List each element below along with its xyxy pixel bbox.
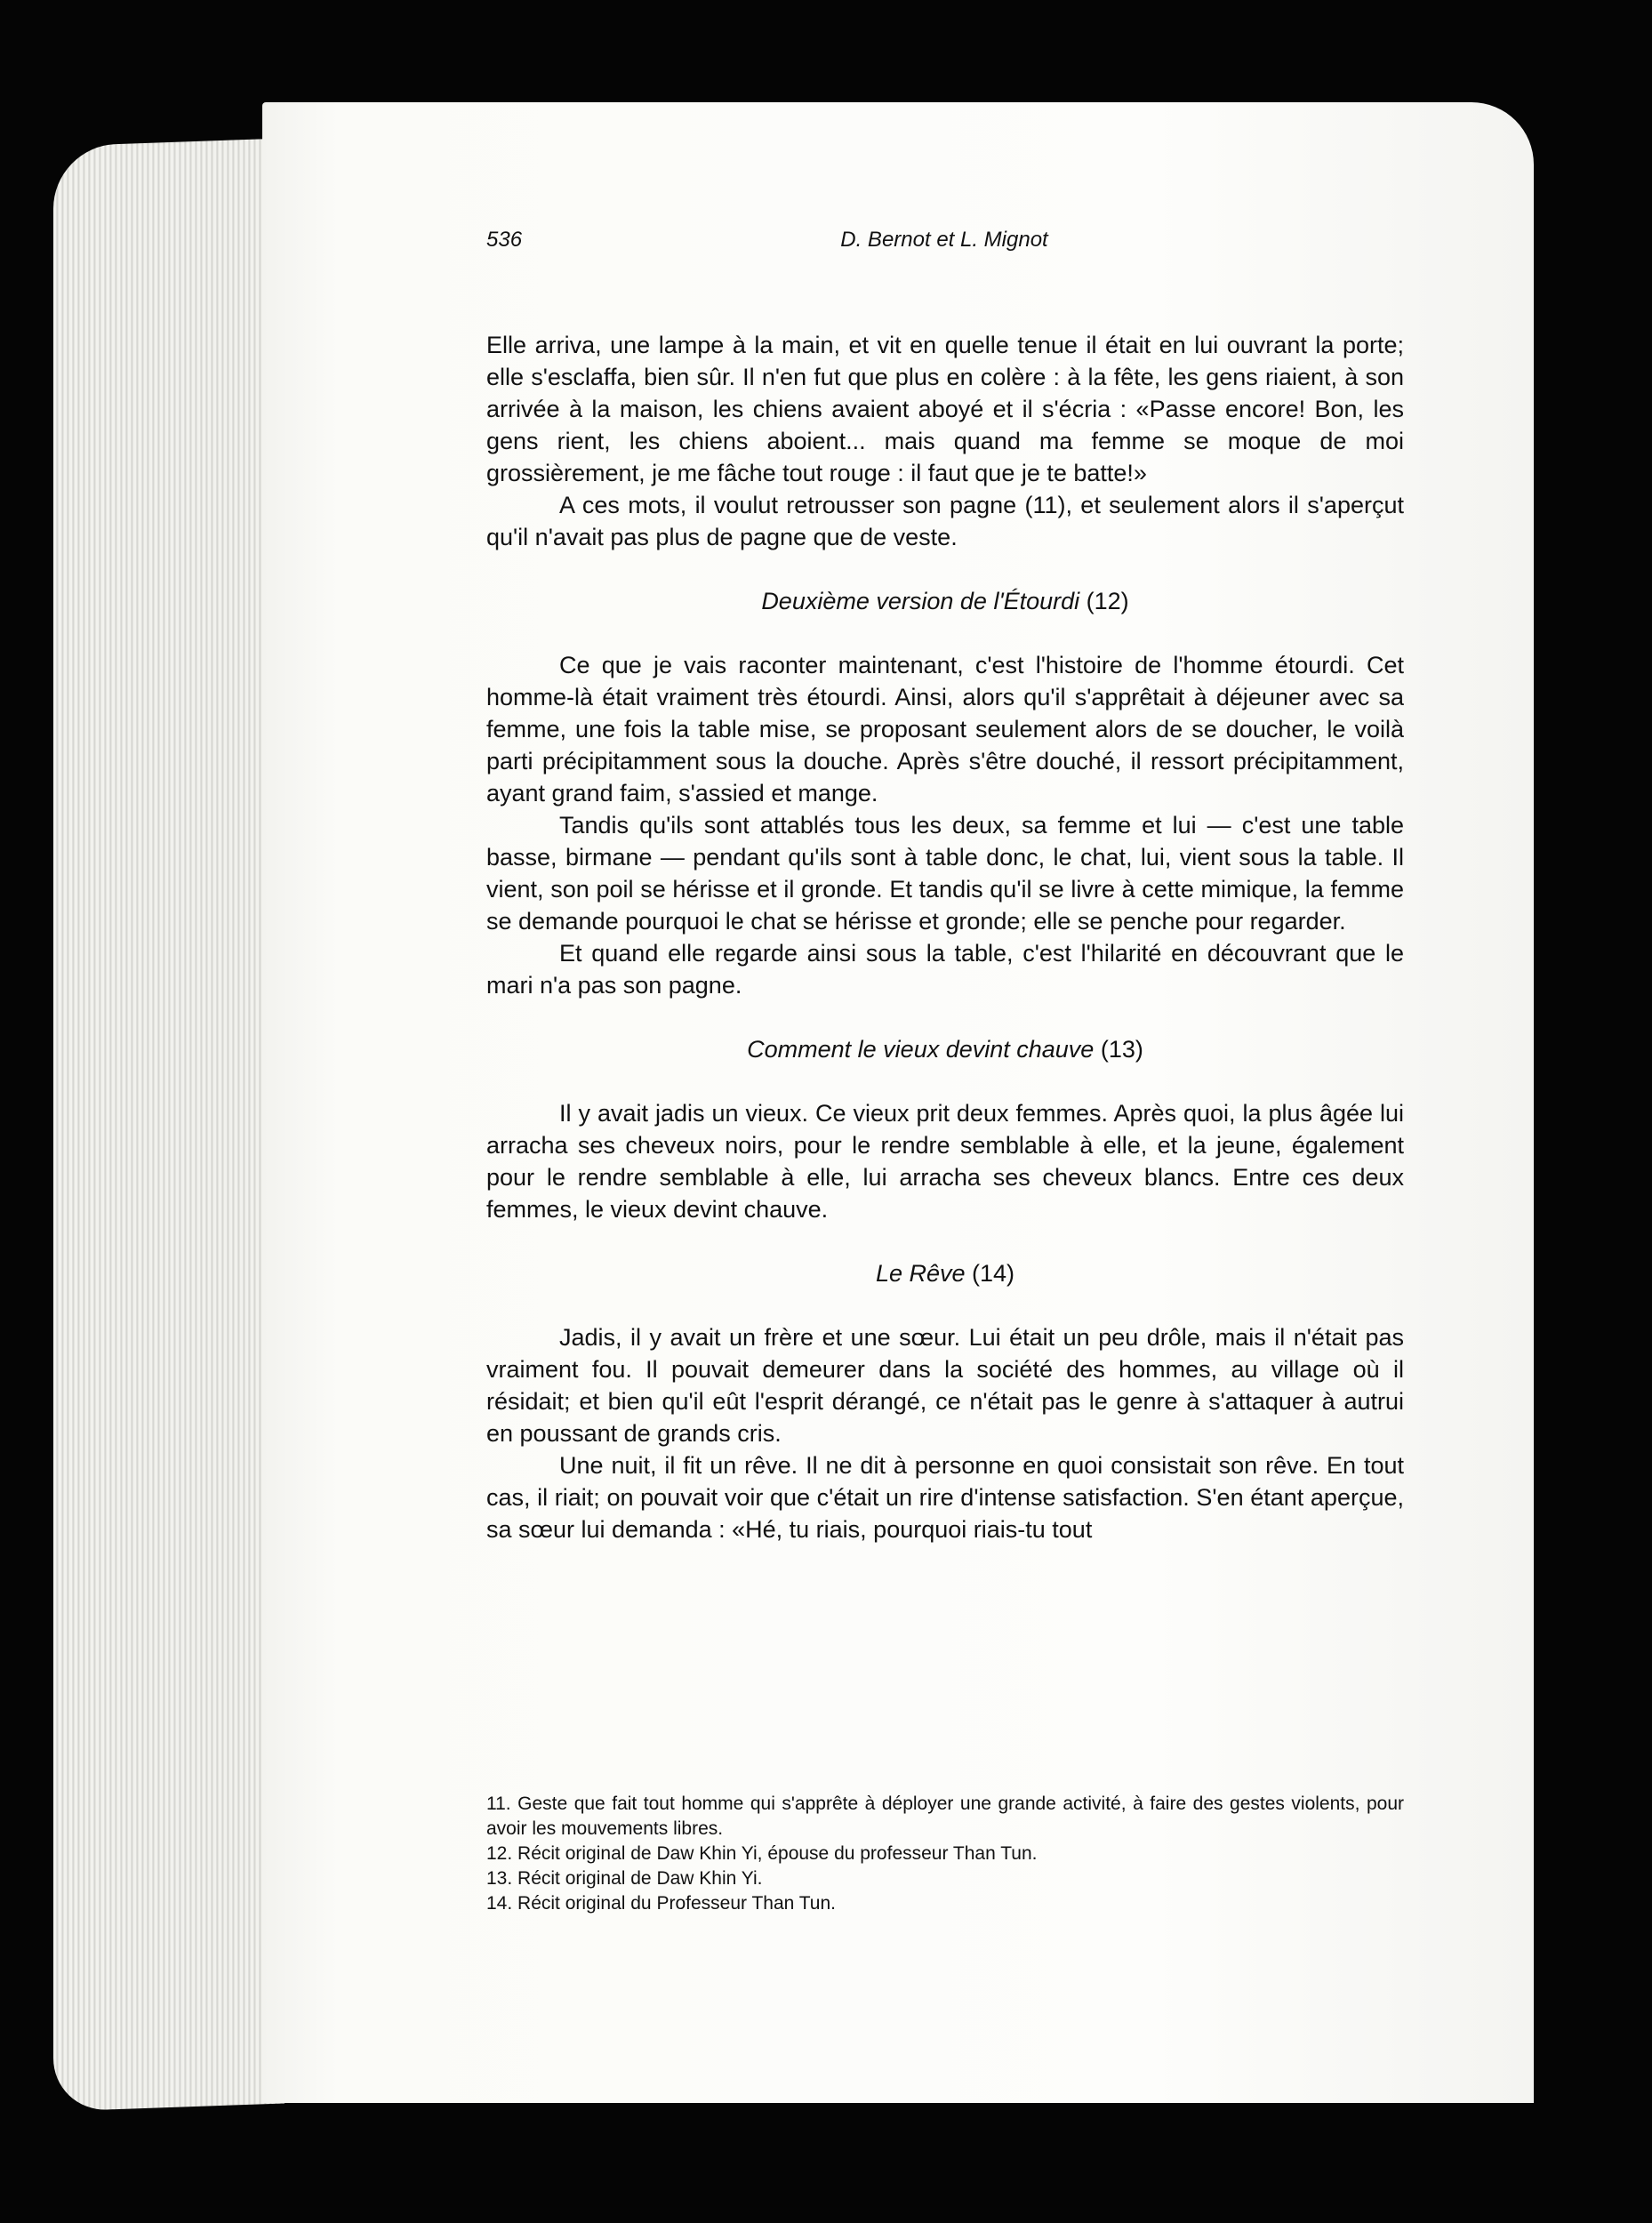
footnote: 12. Récit original de Daw Khin Yi, épouse du professeur Than Tun. [486, 1843, 1038, 1864]
paragraph: Une nuit, il fit un rêve. Il ne dit à personne en quoi consistait son rêve. En tout cas, il riait; on pouvait voir que c'était un rire d'intense satisfaction. S'en étant aperçue, sa sœur lui demanda : «Hé, tu riais, pourquoi riais-tu tout [486, 1452, 1404, 1543]
book-page-edges [53, 138, 285, 2111]
paragraph: Il y avait jadis un vieux. Ce vieux prit deux femmes. Après quoi, la plus âgée lui arracha ses cheveux noirs, pour le rendre semblable à elle, et la jeune, également pour le rendre semblable à elle, lui arracha ses cheveux blancs. Entre ces deux femmes, le vieux devint chauve. [486, 1100, 1404, 1223]
section-heading-title: Deuxième version de l'Étourdi [761, 588, 1080, 614]
paragraph: Ce que je vais raconter maintenant, c'est l'histoire de l'homme étourdi. Cet homme-là était vraiment très étourdi. Ainsi, alors qu'il s'apprêtait à déjeuner avec sa femme, une fois la table mise, se proposant seulement alors de se doucher, le voilà parti précipitamment sous la douche. Après s'être douché, il ressort précipitamment, ayant grand faim, s'assied et mange. [486, 652, 1404, 807]
section-heading [486, 1257, 1404, 1289]
page-body [486, 329, 1404, 1545]
page-number: 536 [486, 228, 523, 252]
footnote: 13. Récit original de Daw Khin Yi. [486, 1868, 763, 1889]
section-heading [486, 1033, 1404, 1065]
section-heading-title: Comment le vieux devint chauve [747, 1036, 1095, 1063]
paragraph: A ces mots, il voulut retrousser son pagne (11), et seulement alors il s'aperçut qu'il n'avait pas plus de pagne que de veste. [486, 492, 1404, 550]
paragraph: Jadis, il y avait un frère et une sœur. Lui était un peu drôle, mais il n'était pas vraiment fou. Il pouvait demeurer dans la société des hommes, au village où il résidait; et bien qu'il eût l'esprit dérangé, ce n'était pas le genre à s'attaquer à autrui en poussant de grands cris. [486, 1324, 1404, 1447]
paragraph: Elle arriva, une lampe à la main, et vit en quelle tenue il était en lui ouvrant la porte; elle s'esclaffa, bien sûr. Il n'en fut que plus en colère : à la fête, les gens riaient, à son arrivée à la maison, les chiens avaient aboyé et il s'écria : «Passe encore! Bon, les gens rient, les chiens aboient... mais quand ma femme se moque de moi grossièrement, je me fâche tout rouge : il faut que je te batte!» [486, 332, 1404, 486]
footnotes [486, 1792, 1404, 1916]
section-heading-title: Le Rêve [875, 1260, 966, 1287]
section-heading-note: (14) [965, 1260, 1015, 1287]
section-heading-note: (12) [1079, 588, 1129, 614]
footnote: 14. Récit original du Professeur Than Tun. [486, 1893, 837, 1914]
paragraph: Et quand elle regarde ainsi sous la table, c'est l'hilarité en découvrant que le mari n'a pas son pagne. [486, 940, 1404, 999]
section-heading-note: (13) [1094, 1036, 1143, 1063]
section-heading [486, 585, 1404, 617]
running-title: D. Bernot et L. Mignot [840, 228, 1048, 252]
page-header [486, 228, 1402, 263]
paragraph: Tandis qu'ils sont attablés tous les deux, sa femme et lui — c'est une table basse, birmane — pendant qu'ils sont à table donc, le chat, lui, vient sous la table. Il vient, son poil se hérisse et il gronde. Et tandis qu'il se livre à cette mimique, la femme se demande pourquoi le chat se hérisse et gronde; elle se penche pour regarder. [486, 812, 1404, 935]
footnote: 11. Geste que fait tout homme qui s'apprête à déployer une grande activité, à faire des gestes violents, pour avoir les mouvements libres. [486, 1794, 1404, 1839]
